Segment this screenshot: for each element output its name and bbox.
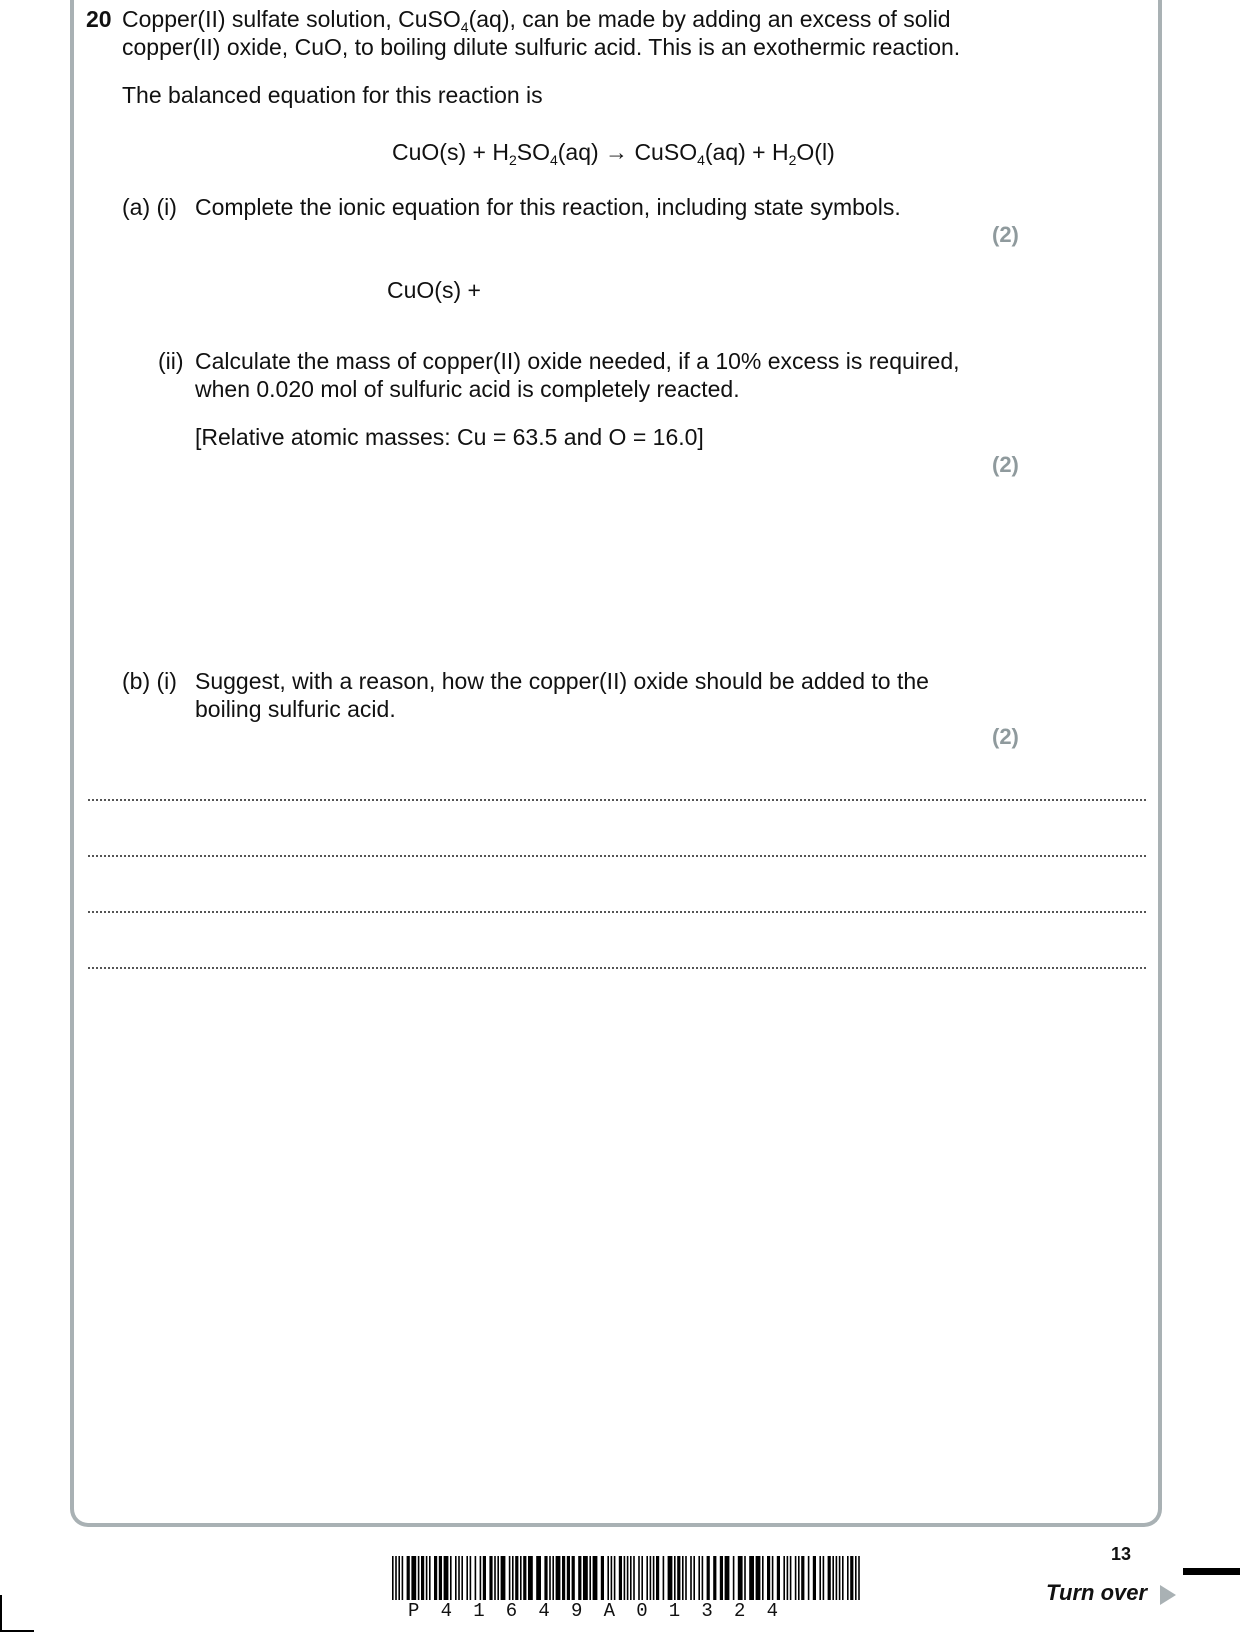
barcode-bar: [832, 1556, 834, 1600]
barcode-bar: [823, 1556, 825, 1600]
barcode-bar: [795, 1556, 797, 1600]
barcode-bar: [850, 1556, 853, 1600]
barcode-bar: [707, 1556, 710, 1600]
barcode-bar: [439, 1556, 442, 1600]
barcode-bar: [611, 1556, 613, 1600]
barcode-bar: [744, 1556, 746, 1600]
barcode-bar: [855, 1556, 857, 1600]
barcode-bar: [562, 1556, 565, 1600]
barcode-bar: [411, 1556, 416, 1600]
barcode-bar: [674, 1556, 676, 1600]
barcode-bar: [682, 1556, 684, 1600]
barcode-bar: [572, 1556, 575, 1600]
question-intro-line1: Copper(II) sulfate solution, CuSO$_4$(aq), can be made by adding an excess of solid: [122, 6, 951, 35]
barcode-digit: 2: [734, 1600, 746, 1622]
part-b-i-label: (b) (i): [122, 668, 177, 694]
part-a-i-text: Complete the ionic equation for this reaction, including state symbols.: [195, 194, 901, 220]
barcode-bar: [536, 1556, 541, 1600]
barcode-bar: [690, 1556, 692, 1600]
barcode-bar: [836, 1556, 838, 1600]
barcode-bar: [839, 1556, 841, 1600]
barcode-bar: [756, 1556, 761, 1600]
barcode-bar: [450, 1556, 452, 1600]
part-a-ii-line2: when 0.020 mol of sulfuric acid is completely reacted.: [195, 376, 740, 402]
barcode-bar: [677, 1556, 680, 1600]
barcode-bar: [653, 1556, 655, 1600]
answer-line[interactable]: [88, 911, 1146, 913]
barcode-bar: [646, 1556, 648, 1600]
barcode-digit: 9: [571, 1600, 583, 1622]
barcode-bar: [512, 1556, 514, 1600]
part-a-i-marks: (2): [992, 222, 1019, 247]
barcode-bar: [489, 1556, 492, 1600]
barcode-bar: [783, 1556, 785, 1600]
part-b-i-line1: Suggest, with a reason, how the copper(II) oxide should be added to the: [195, 668, 929, 694]
barcode-bar: [556, 1556, 561, 1600]
barcode-bar: [624, 1556, 626, 1600]
barcode-bar: [494, 1556, 496, 1600]
answer-line[interactable]: [88, 799, 1146, 801]
barcode-bar: [528, 1556, 533, 1600]
barcode-bar: [638, 1556, 640, 1600]
barcode-digit: 6: [505, 1600, 518, 1622]
barcode-bar: [523, 1556, 526, 1600]
barcode-bar: [475, 1556, 477, 1600]
barcode-bar: [663, 1556, 665, 1600]
barcode-bar: [614, 1556, 616, 1600]
barcode-bar: [656, 1556, 659, 1600]
barcode-bar: [819, 1556, 821, 1600]
barcode-bar: [418, 1556, 420, 1600]
barcode-bar: [458, 1556, 460, 1600]
barcode-bar: [429, 1556, 431, 1600]
relative-atomic-masses: [Relative atomic masses: Cu = 63.5 and O = 16.0]: [195, 424, 704, 450]
crop-mark: [0, 1595, 2, 1632]
barcode: [392, 1556, 862, 1600]
barcode-bar: [578, 1556, 581, 1600]
question-number: 20: [86, 6, 112, 32]
barcode-bar: [515, 1556, 518, 1600]
barcode-bar: [842, 1556, 844, 1600]
barcode-bar: [501, 1556, 506, 1600]
barcode-bar: [813, 1556, 816, 1600]
barcode-bar: [607, 1556, 609, 1600]
barcode-bar: [601, 1556, 604, 1600]
barcode-bar: [426, 1556, 428, 1600]
barcode-bar: [698, 1556, 700, 1600]
barcode-digit: 4: [766, 1600, 778, 1622]
balanced-equation: $CuO(s) + H_2SO_4(aq)$ → CuSO$_4$(aq) + $H_2O(l)$: [392, 139, 835, 168]
question-intro-line2: copper(II) oxide, CuO, to boiling dilute sulfuric acid. This is an exothermic reaction.: [122, 34, 961, 60]
barcode-bar: [470, 1556, 472, 1600]
page-number: 13: [1111, 1544, 1132, 1564]
barcode-bar: [455, 1556, 457, 1600]
barcode-bar: [738, 1556, 743, 1600]
barcode-bar: [650, 1556, 652, 1600]
barcode-bar: [847, 1556, 849, 1600]
barcode-bar: [630, 1556, 632, 1600]
barcode-bar: [685, 1556, 687, 1600]
barcode-bar: [693, 1556, 695, 1600]
barcode-bar: [720, 1556, 723, 1600]
barcode-bar: [392, 1556, 394, 1600]
barcode-bar: [725, 1556, 730, 1600]
barcode-digit: 4: [440, 1600, 452, 1622]
barcode-digit: 0: [636, 1600, 648, 1622]
barcode-bar: [480, 1556, 482, 1600]
barcode-bar: [549, 1556, 551, 1600]
barcode-bar: [641, 1556, 643, 1600]
part-a-i-label: (a) (i): [122, 194, 177, 220]
barcode-bar: [619, 1556, 622, 1600]
barcode-bar: [668, 1556, 673, 1600]
barcode-digit: 4: [538, 1600, 550, 1622]
turn-over-arrow-icon: [1160, 1585, 1176, 1605]
barcode-bar: [702, 1556, 704, 1600]
barcode-bar: [407, 1556, 410, 1600]
barcode-bar: [762, 1556, 764, 1600]
part-b-i-marks: (2): [992, 724, 1019, 749]
barcode-digit: 3: [701, 1600, 713, 1622]
barcode-digit: 1: [668, 1600, 681, 1622]
barcode-bar: [713, 1556, 716, 1600]
barcode-bar: [798, 1556, 800, 1600]
barcode-bar: [402, 1556, 404, 1600]
part-b-i-line2: boiling sulfuric acid.: [195, 696, 396, 722]
turn-over-label: Turn over: [1046, 1580, 1148, 1605]
barcode-digit: 1: [473, 1600, 485, 1622]
balanced-equation-intro: The balanced equation for this reaction is: [122, 82, 543, 108]
barcode-bar: [790, 1556, 792, 1600]
barcode-digit: P: [408, 1600, 420, 1622]
ionic-equation-start: CuO(s) +: [387, 277, 481, 303]
barcode-bar: [520, 1556, 522, 1600]
barcode-bar: [593, 1556, 598, 1600]
barcode-bar: [828, 1556, 831, 1600]
barcode-bar: [466, 1556, 468, 1600]
part-a-ii-label: (ii): [158, 348, 184, 374]
barcode-bar: [749, 1556, 754, 1600]
barcode-bar: [552, 1556, 554, 1600]
answer-line[interactable]: [88, 855, 1146, 857]
barcode-bar: [567, 1556, 570, 1600]
barcode-bar: [444, 1556, 449, 1600]
barcode-digits: [392, 1600, 862, 1624]
barcode-bar: [801, 1556, 804, 1600]
barcode-bar: [627, 1556, 629, 1600]
barcode-bar: [544, 1556, 547, 1600]
barcode-bar: [767, 1556, 770, 1600]
part-a-ii-line1: Calculate the mass of copper(II) oxide needed, if a 10% excess is required,: [195, 348, 960, 374]
answer-line[interactable]: [88, 967, 1146, 969]
barcode-bar: [589, 1556, 591, 1600]
barcode-bar: [483, 1556, 486, 1600]
barcode-bar: [772, 1556, 774, 1600]
registration-mark: [1183, 1568, 1240, 1575]
barcode-bar: [434, 1556, 437, 1600]
barcode-bar: [461, 1556, 463, 1600]
barcode-bar: [421, 1556, 424, 1600]
barcode-bar: [787, 1556, 789, 1600]
barcode-bar: [858, 1556, 860, 1600]
barcode-digit: A: [603, 1600, 615, 1622]
barcode-bar: [395, 1556, 397, 1600]
barcode-bar: [509, 1556, 511, 1600]
part-a-ii-marks: (2): [992, 452, 1019, 477]
barcode-bar: [808, 1556, 810, 1600]
barcode-bar: [583, 1556, 588, 1600]
barcode-bar: [497, 1556, 499, 1600]
barcode-bar: [733, 1556, 735, 1600]
barcode-bar: [398, 1556, 400, 1600]
barcode-bar: [777, 1556, 780, 1600]
barcode-bar: [633, 1556, 635, 1600]
